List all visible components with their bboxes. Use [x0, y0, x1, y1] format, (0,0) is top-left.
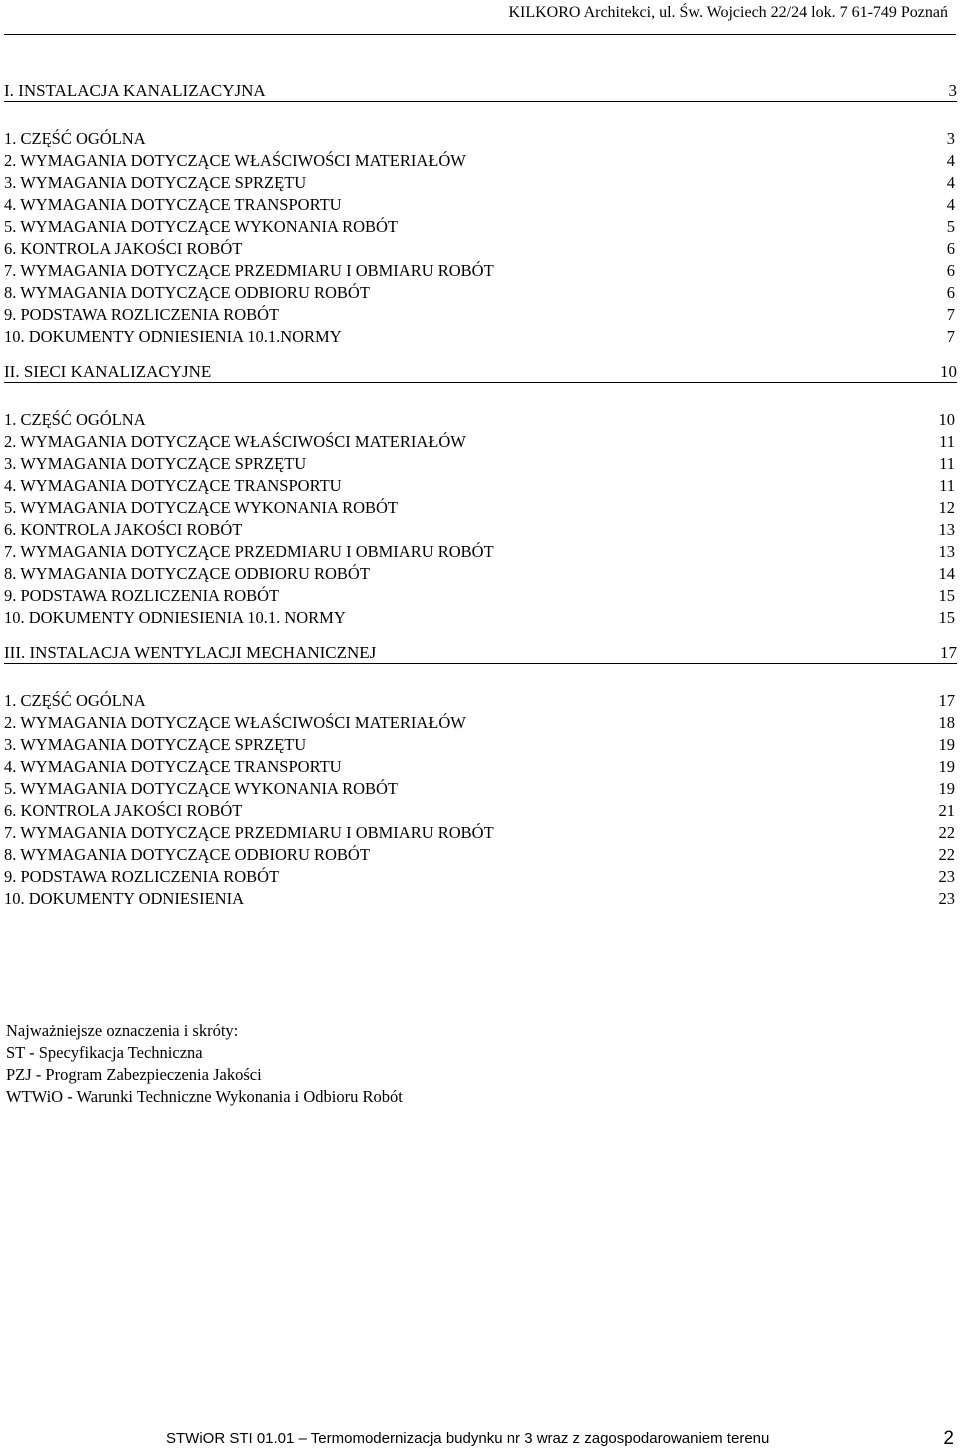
toc-entry-page: 7	[946, 305, 955, 324]
toc-entry[interactable]	[4, 866, 957, 888]
section-page-number: 17	[940, 643, 957, 662]
toc-entry[interactable]	[4, 734, 957, 756]
toc-section-title[interactable]	[4, 643, 957, 664]
toc-entry-page: 11	[939, 432, 955, 451]
section-title-label: II. SIECI KANALIZACYJNE	[4, 362, 212, 381]
toc-entry-page: 5	[946, 217, 955, 236]
toc-entry-page: 19	[938, 757, 955, 776]
toc-entry-page: 14	[938, 564, 955, 583]
toc-entry[interactable]	[4, 712, 957, 734]
toc-entry[interactable]	[4, 260, 957, 282]
toc-entry-page: 22	[938, 845, 955, 864]
abbreviations-heading: Najważniejsze oznaczenia i skróty:	[6, 1021, 239, 1040]
toc-entry-label: 10. DOKUMENTY ODNIESIENIA 10.1. NORMY	[4, 608, 346, 627]
toc-entry[interactable]	[4, 431, 957, 453]
toc-entry-label: 9. PODSTAWA ROZLICZENIA ROBÓT	[4, 586, 280, 605]
toc-entry-page: 4	[946, 151, 955, 170]
toc-section	[4, 643, 957, 910]
toc-entry-page: 12	[938, 498, 955, 517]
toc-entry[interactable]	[4, 238, 957, 260]
toc-entry[interactable]	[4, 844, 957, 866]
toc-entry-page: 19	[938, 735, 955, 754]
toc-entry[interactable]	[4, 607, 957, 629]
page-number: 2	[943, 1428, 954, 1449]
toc-entry[interactable]	[4, 519, 957, 541]
toc-entry[interactable]	[4, 800, 957, 822]
toc-entry[interactable]	[4, 563, 957, 585]
toc-entry-label: 4. WYMAGANIA DOTYCZĄCE TRANSPORTU	[4, 757, 342, 776]
toc-entry-label: 3. WYMAGANIA DOTYCZĄCE SPRZĘTU	[4, 454, 307, 473]
toc-entry-label: 2. WYMAGANIA DOTYCZĄCE WŁAŚCIWOŚCI MATERIAŁÓW	[4, 151, 466, 170]
section-page-number: 3	[948, 81, 957, 100]
toc-entry-page: 6	[946, 239, 955, 258]
toc-entry-label: 7. WYMAGANIA DOTYCZĄCE PRZEDMIARU I OBMIARU ROBÓT	[4, 261, 494, 280]
abbreviations-block	[6, 1020, 403, 1108]
toc-entry-label: 6. KONTROLA JAKOŚCI ROBÓT	[4, 239, 243, 258]
toc-entry-page: 13	[938, 542, 955, 561]
toc-entry[interactable]	[4, 585, 957, 607]
toc-entry[interactable]	[4, 778, 957, 800]
toc-entry-page: 22	[938, 823, 955, 842]
toc-entry[interactable]	[4, 282, 957, 304]
toc-entry[interactable]	[4, 194, 957, 216]
toc-entry-page: 15	[938, 608, 955, 627]
header-divider	[4, 34, 956, 35]
toc-entry-page: 23	[938, 889, 955, 908]
toc-entry[interactable]	[4, 690, 957, 712]
toc-entry-label: 5. WYMAGANIA DOTYCZĄCE WYKONANIA ROBÓT	[4, 217, 399, 236]
toc-entry-page: 4	[946, 173, 955, 192]
toc-entry-label: 9. PODSTAWA ROZLICZENIA ROBÓT	[4, 867, 280, 886]
toc-entry-page: 13	[938, 520, 955, 539]
toc-entry-page: 10	[938, 410, 955, 429]
toc-entry-label: 7. WYMAGANIA DOTYCZĄCE PRZEDMIARU I OBMIARU ROBÓT	[4, 542, 494, 561]
toc-entry-page: 23	[938, 867, 955, 886]
toc-entry[interactable]	[4, 497, 957, 519]
toc-section-title[interactable]	[4, 362, 957, 383]
toc-entry-label: 2. WYMAGANIA DOTYCZĄCE WŁAŚCIWOŚCI MATERIAŁÓW	[4, 432, 466, 451]
toc-entry-label: 3. WYMAGANIA DOTYCZĄCE SPRZĘTU	[4, 173, 307, 192]
toc-entry-page: 6	[946, 283, 955, 302]
toc-entry-label: 7. WYMAGANIA DOTYCZĄCE PRZEDMIARU I OBMIARU ROBÓT	[4, 823, 494, 842]
section-title-label: I. INSTALACJA KANALIZACYJNA	[4, 81, 266, 100]
toc-entry[interactable]	[4, 128, 957, 150]
toc-section	[4, 362, 957, 629]
toc-entry[interactable]	[4, 453, 957, 475]
toc-entry-label: 3. WYMAGANIA DOTYCZĄCE SPRZĘTU	[4, 735, 307, 754]
toc-entry-page: 7	[946, 327, 955, 346]
toc-entry-label: 1. CZĘŚĆ OGÓLNA	[4, 129, 146, 148]
toc-entry[interactable]	[4, 150, 957, 172]
section-title-label: III. INSTALACJA WENTYLACJI MECHANICZNEJ	[4, 643, 377, 662]
toc-entry[interactable]	[4, 172, 957, 194]
toc-entry[interactable]	[4, 304, 957, 326]
toc-entry-label: 10. DOKUMENTY ODNIESIENIA 10.1.NORMY	[4, 327, 342, 346]
toc-entry-page: 18	[938, 713, 955, 732]
toc-entry-page: 17	[938, 691, 955, 710]
toc-entry-page: 11	[939, 454, 955, 473]
toc-entry-label: 4. WYMAGANIA DOTYCZĄCE TRANSPORTU	[4, 195, 342, 214]
toc-entry-label: 6. KONTROLA JAKOŚCI ROBÓT	[4, 520, 243, 539]
toc-entry[interactable]	[4, 475, 957, 497]
toc-entry[interactable]	[4, 326, 957, 348]
toc-entry-page: 4	[946, 195, 955, 214]
toc-entry[interactable]	[4, 888, 957, 910]
toc-entry-page: 11	[939, 476, 955, 495]
toc-entry-page: 3	[946, 129, 955, 148]
toc-entry[interactable]	[4, 216, 957, 238]
toc-entry-label: 5. WYMAGANIA DOTYCZĄCE WYKONANIA ROBÓT	[4, 779, 399, 798]
section-page-number: 10	[940, 362, 957, 381]
toc-entry-label: 2. WYMAGANIA DOTYCZĄCE WŁAŚCIWOŚCI MATERIAŁÓW	[4, 713, 466, 732]
toc-entry-label: 8. WYMAGANIA DOTYCZĄCE ODBIORU ROBÓT	[4, 283, 370, 302]
toc-entry-label: 8. WYMAGANIA DOTYCZĄCE ODBIORU ROBÓT	[4, 564, 370, 583]
abbreviation-line: PZJ - Program Zabezpieczenia Jakości	[6, 1065, 262, 1084]
toc-entry-page: 19	[938, 779, 955, 798]
page-header: KILKORO Architekci, ul. Św. Wojciech 22/24 lok. 7 61-749 Poznań	[508, 4, 948, 21]
abbreviation-line: WTWiO - Warunki Techniczne Wykonania i Odbioru Robót	[6, 1087, 403, 1106]
toc-entry-label: 1. CZĘŚĆ OGÓLNA	[4, 691, 146, 710]
toc-section-title[interactable]	[4, 81, 957, 102]
toc-entry-page: 15	[938, 586, 955, 605]
toc-entry[interactable]	[4, 822, 957, 844]
toc-entry-label: 5. WYMAGANIA DOTYCZĄCE WYKONANIA ROBÓT	[4, 498, 399, 517]
toc-entry-label: 1. CZĘŚĆ OGÓLNA	[4, 410, 146, 429]
toc-entry-label: 4. WYMAGANIA DOTYCZĄCE TRANSPORTU	[4, 476, 342, 495]
toc-entry-label: 8. WYMAGANIA DOTYCZĄCE ODBIORU ROBÓT	[4, 845, 370, 864]
toc-entry[interactable]	[4, 756, 957, 778]
toc-entry[interactable]	[4, 541, 957, 563]
toc-entry-page: 6	[946, 261, 955, 280]
page-footer: STWiOR STI 01.01 – Termomodernizacja budynku nr 3 wraz z zagospodarowaniem terenu	[166, 1430, 770, 1447]
toc-entry-page: 21	[938, 801, 955, 820]
abbreviation-line: ST - Specyfikacja Techniczna	[6, 1043, 203, 1062]
toc-entry-label: 10. DOKUMENTY ODNIESIENIA	[4, 889, 244, 908]
toc-section	[4, 81, 957, 348]
table-of-contents	[4, 81, 957, 924]
toc-entry[interactable]	[4, 409, 957, 431]
toc-entry-label: 9. PODSTAWA ROZLICZENIA ROBÓT	[4, 305, 280, 324]
toc-entry-label: 6. KONTROLA JAKOŚCI ROBÓT	[4, 801, 243, 820]
